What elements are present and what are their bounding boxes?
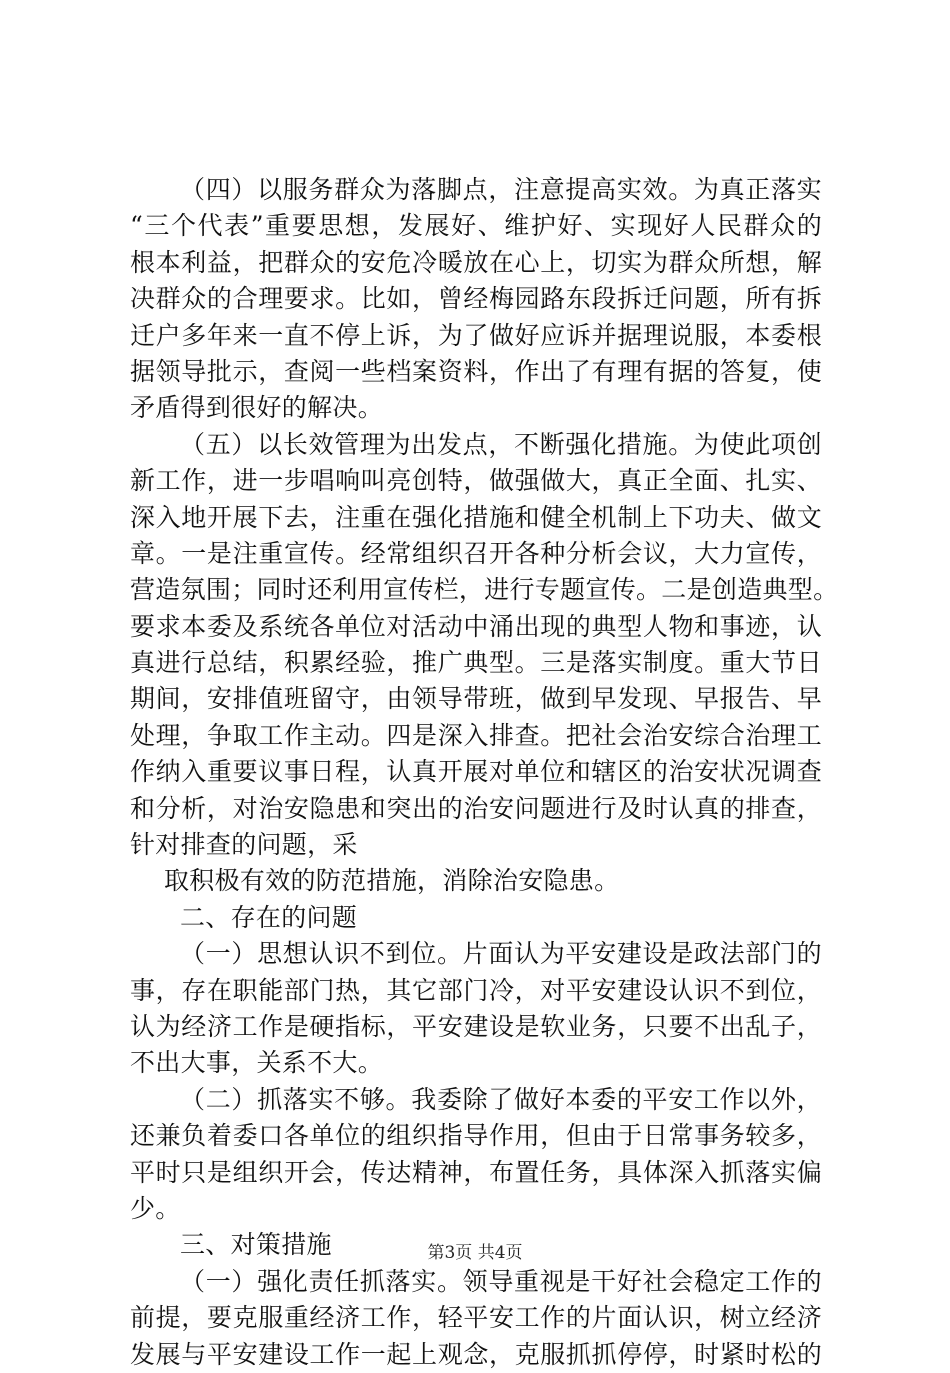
- text-line: 矛盾得到很好的解决。: [130, 393, 384, 423]
- text-line: （四）以服务群众为落脚点，注意提高实效。为真正落实: [180, 175, 822, 204]
- text-line: 新工作，进一步唱响叫亮创特，做强做大，真正全面、扎实、: [130, 466, 822, 496]
- text-line: 少。: [130, 1193, 181, 1223]
- text-line: 前提，要克服重经济工作，轻平安工作的片面认识，树立经济: [130, 1303, 822, 1333]
- text-line: 根本利益，把群众的安危冷暖放在心上，切实为群众所想，解: [130, 247, 822, 277]
- document-body: [130, 172, 839, 1373]
- text-line: 作纳入重要议事日程，认真开展对单位和辖区的治安状况调查: [130, 757, 822, 787]
- text-line: 迁户多年来一直不停上诉，为了做好应诉并据理说服，本委根: [130, 320, 822, 350]
- text-line: （一）思想认识不到位。片面认为平安建设是政法部门的: [180, 939, 822, 969]
- text-line: 期间，安排值班留守，由领导带班，做到早发现、早报告、早: [130, 684, 822, 714]
- text-line: 深入地开展下去，注重在强化措施和健全机制上下功夫、做文: [130, 502, 822, 532]
- text-line: 针对排查的问题，采: [130, 830, 358, 860]
- text-line: 不出大事，关系不大。: [130, 1048, 384, 1078]
- text-line: （二）抓落实不够。我委除了做好本委的平安工作以外，: [180, 1084, 822, 1114]
- text-line: 真进行总结，积累经验，推广典型。三是落实制度。重大节日: [130, 648, 822, 678]
- text-line: （一）强化责任抓落实。领导重视是干好社会稳定工作的: [180, 1266, 822, 1296]
- text-line: 还兼负着委口各单位的组织指导作用，但由于日常事务较多，: [130, 1121, 822, 1151]
- text-line: 据领导批示，查阅一些档案资料，作出了有理有据的答复，使: [130, 356, 822, 386]
- text-line: 营造氛围；同时还利用宣传栏，进行专题宣传。二是创造典型。: [130, 575, 839, 605]
- text-line: 平时只是组织开会，传达精神，布置任务，具体深入抓落实偏: [130, 1157, 822, 1187]
- section-heading: 二、存在的问题: [180, 902, 358, 932]
- text-line: 处理，争取工作主动。四是深入排查。把社会治安综合治理工: [130, 720, 822, 750]
- text-line: 章。一是注重宣传。经常组织召开各种分析会议，大力宣传，: [130, 538, 822, 568]
- text-line: “三个代表”重要思想，发展好、维护好、实现好人民群众的: [130, 211, 822, 241]
- text-line: 和分析，对治安隐患和突出的治安问题进行及时认真的排查，: [130, 793, 822, 823]
- text-line: 认为经济工作是硬指标，平安建设是软业务，只要不出乱子，: [130, 1011, 822, 1041]
- text-line: 决群众的合理要求。比如，曾经梅园路东段拆迁问题，所有拆: [130, 284, 822, 314]
- text-line: 要求本委及系统各单位对活动中涌出现的典型人物和事迹，认: [130, 611, 822, 641]
- page-footer: 第3页 共4页: [427, 1243, 523, 1263]
- text-line: 取积极有效的防范措施，消除治安隐患。: [164, 866, 620, 896]
- section-heading: 三、对策措施: [180, 1230, 332, 1260]
- text-line: （五）以长效管理为出发点，不断强化措施。为使此项创: [180, 429, 822, 459]
- text-line: 发展与平安建设工作一起上观念，克服抓抓停停，时紧时松的: [130, 1339, 822, 1369]
- text-line: 事，存在职能部门热，其它部门冷，对平安建设认识不到位，: [130, 975, 822, 1005]
